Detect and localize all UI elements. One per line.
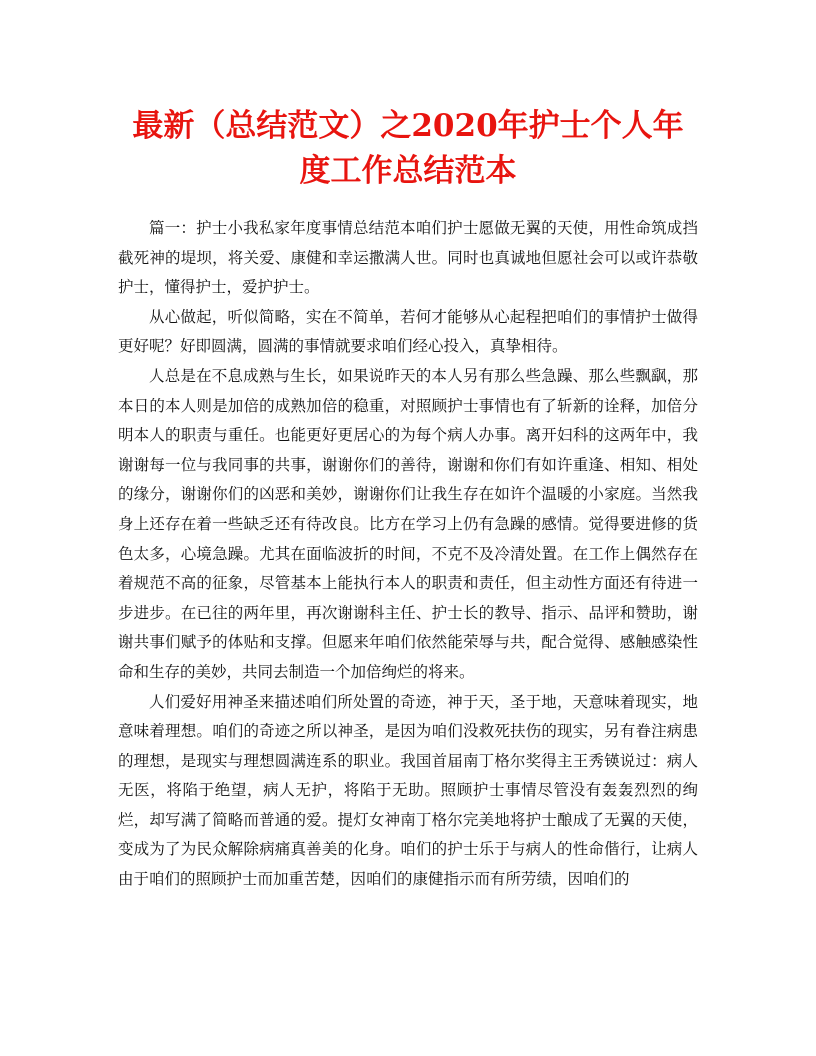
paragraph: 人们爱好用神圣来描述咱们所处置的奇迹，神于天，圣于地，天意味着现实，地意味着理想。咱们的奇迹之所以神圣，是因为咱们没救死扶伤的现实，另有眷注病患的理想，是现实与理想圆满连系的职业。我国首届南丁格尔奖得主王秀锳说过：病人无医，将陷于绝望，病人无护，将陷于无助。照顾护士事情尽管没有轰轰烈烈的绚烂，却写满了简略而普通的爱。提灯女神南丁格尔完美地将护士酿成了无翼的天使，变成为了为民众解除病痛真善美的化身。咱们的护士乐于与病人的性命偕行，让病人由于咱们的照顾护士而加重苦楚，因咱们的康健指示而有所劳绩，因咱们的 [118, 692, 698, 889]
document-title: 最新（总结范文）之2020年护士个人年度工作总结范本 [132, 108, 684, 189]
paragraph: 篇一：护士小我私家年度事情总结范本咱们护士愿做无翼的天使，用性命筑成挡截死神的堤坝，将关爱、康健和幸运撒满人世。同时也真诚地但愿社会可以或许恭敬护士，懂得护士，爱护护士。 [118, 219, 698, 297]
paragraph: 从心做起，听似简略，实在不简单，若何才能够从心起程把咱们的事情护士做得更好呢？好即圆满，圆满的事情就要求咱们经心投入，真挚相待。 [118, 307, 698, 356]
paragraph: 人总是在不息成熟与生长，如果说昨天的本人另有那么些急躁、那么些飘飖，那本日的本人则是加倍的成熟加倍的稳重，对照顾护士事情也有了斩新的诠释，加倍分明本人的职责与重任。也能更好更居心的为每个病人办事。离开妇科的这两年中，我谢谢每一位与我同事的共事，谢谢你们的善待，谢谢和你们有如许重逢、相知、相处的缘分，谢谢你们的凶恶和美妙，谢谢你们让我生存在如许个温暖的小家庭。当然我身上还存在着一些缺乏还有待改良。比方在学习上仍有急躁的感情。觉得要进修的货色太多，心境急躁。尤其在面临波折的时间，不克不及冷清处置。在工作上偶然存在着规范不高的征象，尽管基本上能执行本人的职责和责任，但主动性方面还有待进一步进步。在已往的两年里，再次谢谢科主任、护士长的教导、指示、品评和赞助，谢谢共事们赋予的体贴和支撑。但愿来年咱们依然能荣辱与共，配合觉得、感触感染性命和生存的美妙，共同去制造一个加倍绚烂的将来。 [118, 366, 698, 681]
document-body [118, 214, 698, 895]
